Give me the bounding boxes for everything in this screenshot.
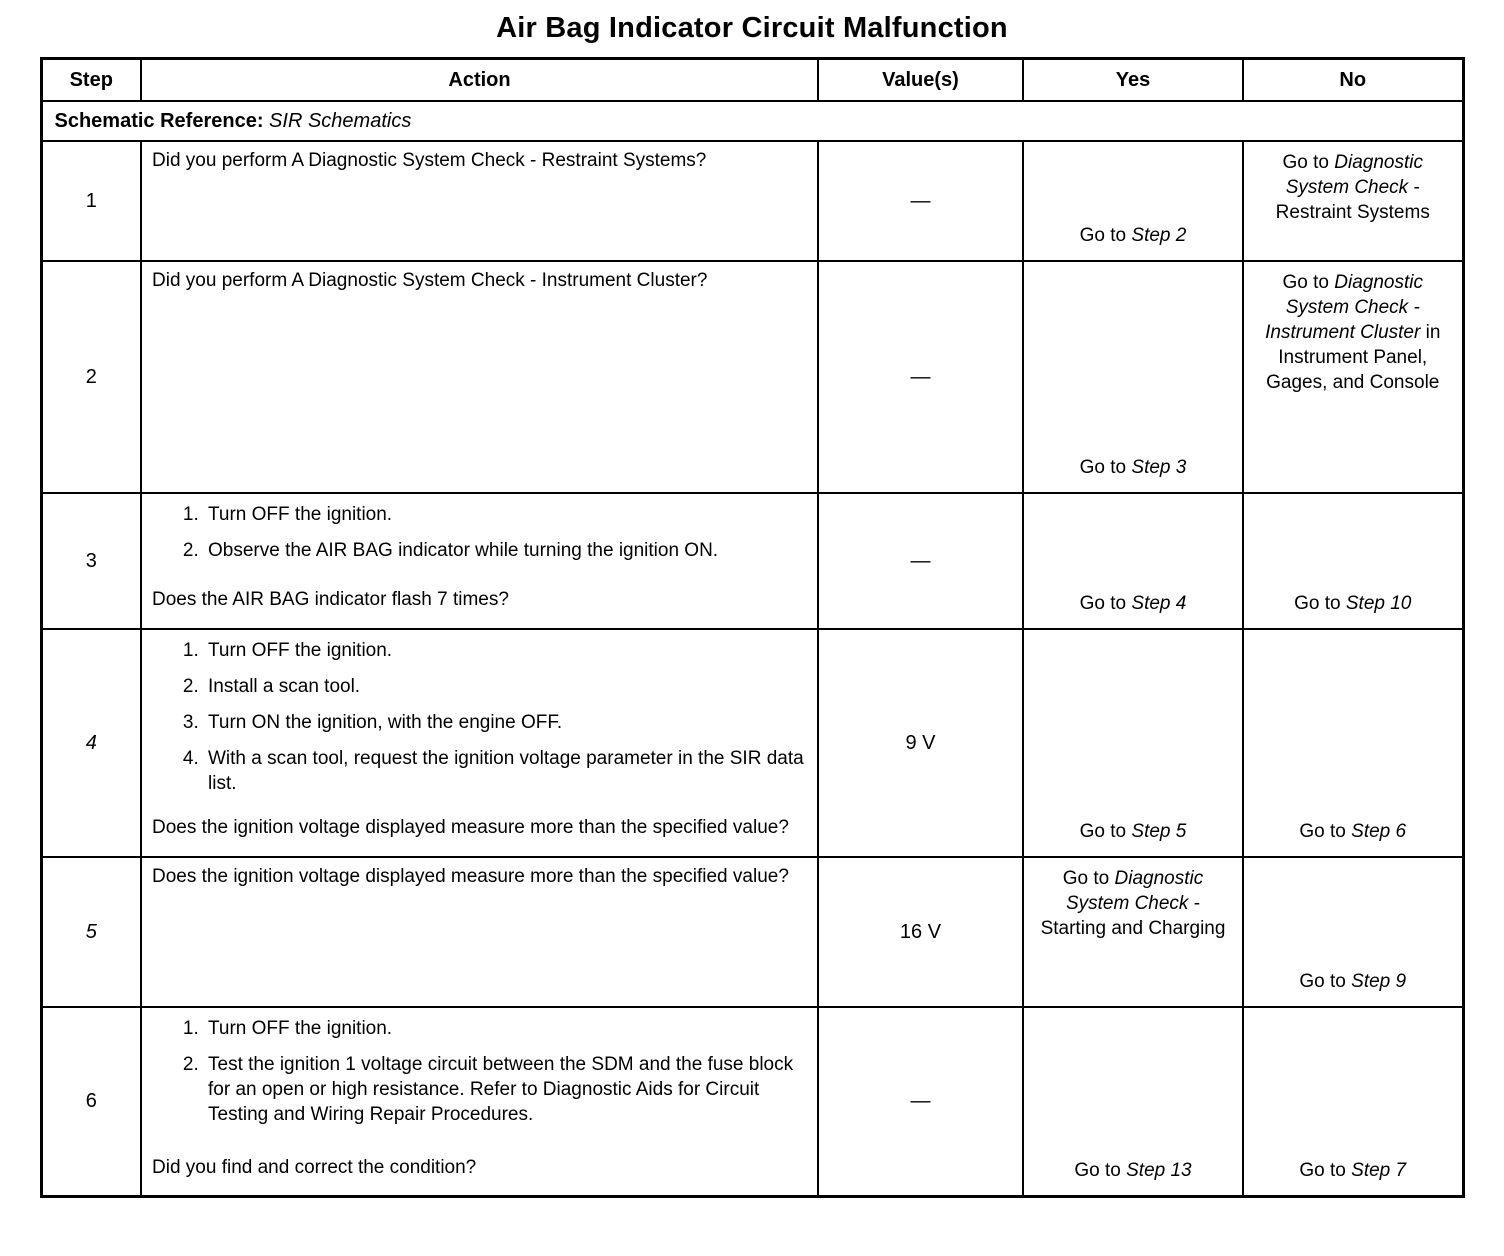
action-item: 2. Observe the AIR BAG indicator while turning the ignition ON. bbox=[204, 538, 807, 563]
step-cell: 6 bbox=[41, 1007, 141, 1197]
header-step: Step bbox=[41, 59, 141, 101]
action-question: Did you find and correct the condition? bbox=[152, 1156, 477, 1178]
no-cell: Go to Step 9 bbox=[1243, 857, 1463, 1007]
step-cell: 4 bbox=[41, 629, 141, 857]
yes-cell: Go to Step 13 bbox=[1023, 1007, 1243, 1197]
action-question: Does the ignition voltage displayed measure more than the specified value? bbox=[152, 816, 789, 838]
yes-cell: Go to Diagnostic System Check - Starting and Charging bbox=[1023, 857, 1243, 1007]
action-item: 1. Turn OFF the ignition. bbox=[204, 1016, 807, 1041]
value-cell: — bbox=[818, 261, 1023, 493]
header-yes: Yes bbox=[1023, 59, 1243, 101]
value-cell: 16 V bbox=[818, 857, 1023, 1007]
no-cell: Go to Diagnostic System Check - Instrument Cluster in Instrument Panel, Gages, and Console bbox=[1243, 261, 1463, 493]
no-cell: Go to Diagnostic System Check - Restraint Systems bbox=[1243, 141, 1463, 261]
step-cell: 2 bbox=[41, 261, 141, 493]
value-cell: — bbox=[818, 493, 1023, 629]
table-row-2 bbox=[41, 261, 1463, 493]
table-header-row bbox=[41, 59, 1463, 101]
action-cell bbox=[141, 1007, 818, 1197]
action-item: 3. Turn ON the ignition, with the engine OFF. bbox=[204, 710, 807, 735]
table-row-1 bbox=[41, 141, 1463, 261]
table-row-4 bbox=[41, 629, 1463, 857]
action-steps-list bbox=[152, 638, 807, 807]
step-cell: 1 bbox=[41, 141, 141, 261]
table-row-3 bbox=[41, 493, 1463, 629]
no-cell: Go to Step 6 bbox=[1243, 629, 1463, 857]
action-item: 2. Install a scan tool. bbox=[204, 674, 807, 699]
value-cell: 9 V bbox=[818, 629, 1023, 857]
header-action: Action bbox=[141, 59, 818, 101]
yes-cell: Go to Step 5 bbox=[1023, 629, 1243, 857]
action-cell bbox=[141, 261, 818, 493]
action-item: 1. Turn OFF the ignition. bbox=[204, 638, 807, 663]
step-cell: 3 bbox=[41, 493, 141, 629]
no-cell: Go to Step 7 bbox=[1243, 1007, 1463, 1197]
table-row-5 bbox=[41, 857, 1463, 1007]
schematic-reference: Schematic Reference: SIR Schematics bbox=[41, 101, 1463, 141]
value-cell: — bbox=[818, 141, 1023, 261]
action-cell bbox=[141, 857, 818, 1007]
action-content bbox=[152, 636, 807, 840]
yes-cell: Go to Step 2 bbox=[1023, 141, 1243, 261]
yes-cell: Go to Step 4 bbox=[1023, 493, 1243, 629]
header-no: No bbox=[1243, 59, 1463, 101]
page-title: Air Bag Indicator Circuit Malfunction bbox=[496, 12, 1008, 44]
action-cell bbox=[141, 141, 818, 261]
action-cell bbox=[141, 629, 818, 857]
action-item: 4. With a scan tool, request the ignition voltage parameter in the SIR data list. bbox=[204, 746, 807, 796]
action-item: 2. Test the ignition 1 voltage circuit between the SDM and the fuse block for an open or high resistance. Refer to Diagnostic Aids for Circuit Testing and Wiring Repair Procedures. bbox=[204, 1052, 807, 1127]
action-content bbox=[152, 1014, 807, 1180]
action-text: Did you perform A Diagnostic System Check - Instrument Cluster? bbox=[152, 269, 708, 291]
action-text: Did you perform A Diagnostic System Check - Restraint Systems? bbox=[152, 149, 707, 171]
diagnostic-table bbox=[40, 57, 1465, 1198]
action-content bbox=[152, 500, 807, 612]
value-cell: — bbox=[818, 1007, 1023, 1197]
action-cell bbox=[141, 493, 818, 629]
action-text: Does the ignition voltage displayed measure more than the specified value? bbox=[152, 865, 789, 887]
action-question: Does the AIR BAG indicator flash 7 times? bbox=[152, 588, 509, 610]
yes-cell: Go to Step 3 bbox=[1023, 261, 1243, 493]
step-cell: 5 bbox=[41, 857, 141, 1007]
schematic-reference-row bbox=[41, 101, 1463, 141]
action-steps-list bbox=[152, 502, 807, 574]
header-values: Value(s) bbox=[818, 59, 1023, 101]
action-item: 1. Turn OFF the ignition. bbox=[204, 502, 807, 527]
table-row-6 bbox=[41, 1007, 1463, 1197]
action-steps-list bbox=[152, 1016, 807, 1138]
no-cell: Go to Step 10 bbox=[1243, 493, 1463, 629]
